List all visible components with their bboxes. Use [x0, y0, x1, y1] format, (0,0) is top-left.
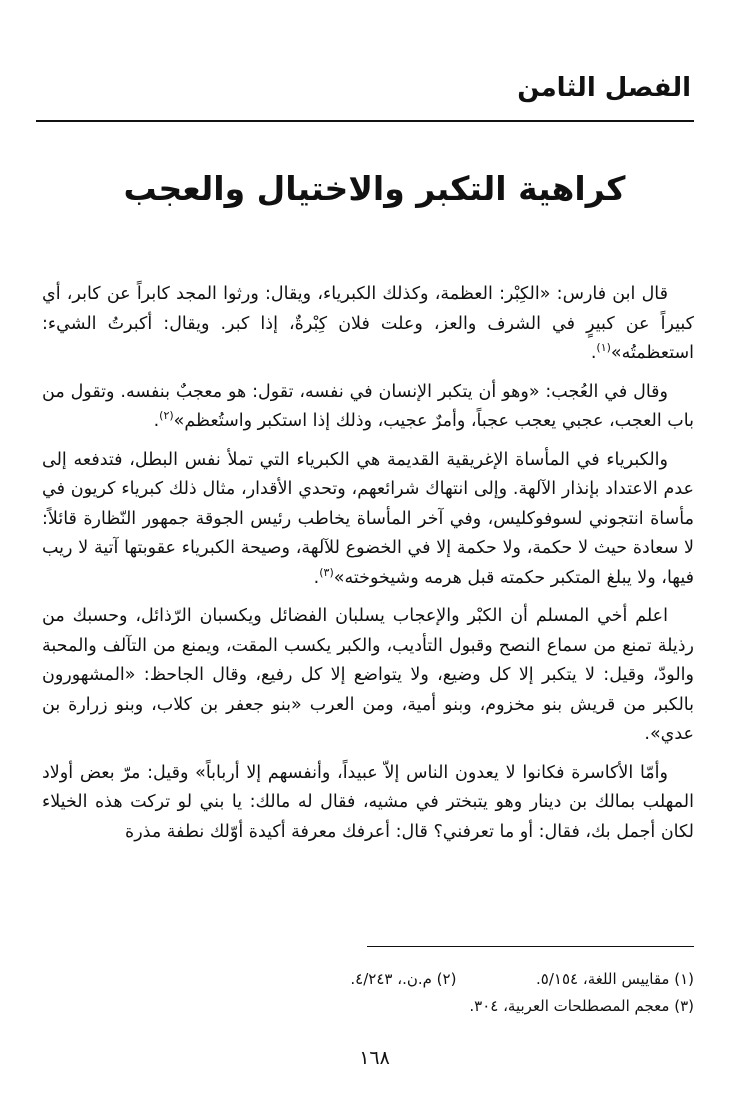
paragraph: قال ابن فارس: «الكِبْر: العظمة، وكذلك الكبرياء، ويقال: ورثوا المجد كابراً عن كابر، أي كبيراً عن كبيرٍ في الشرف والعز، وعلت فلان كِبْرةٌ، إذا كبر. ويقال: أكبرتُ الشيء: استعظمتُه»$^{(١)}$. [42, 284, 694, 363]
paragraph-text: قال ابن فارس: «الكِبْر: العظمة، وكذلك الكبرياء، ويقال: ورثوا المجد كابراً عن كابر، أي كبيراً عن كبيرٍ في الشرف والعز، وعلت فلان كِبْرةٌ، إذا كبر. ويقال: أكبرتُ الشيء: استعظمتُه» [42, 284, 694, 363]
chapter-divider [36, 120, 694, 122]
paragraph: والكبرياء في المأساة الإغريقية القديمة هي الكبرياء التي تملأ نفس البطل، فتدفعه إلى عدم الاعتداد بإنذار الآلهة. وإلى انتهاك شرائعهم، وتحدي الأقدار، مثال ذلك كبرياء كريون في مأساة انتجوني لسوفوكليس، وفي آخر المأساة يخاطب رئيس الجوقة جمهور النّظارة قائلاً: لا سعادة حيث لا حكمة، ولا حكمة إلا في الخضوع للآلهة، وصيحة الكبرياء عقوبتها آتية لا ريب فيها، ولا يبلغ المتكبر حكمته قبل هرمه وشيخوخته»$^{(٣)}$. [42, 449, 694, 588]
paragraph [42, 602, 694, 750]
footnote-ref: (٢) [159, 409, 174, 423]
footnote-row [42, 966, 694, 993]
page-number: ١٦٨ [359, 1047, 390, 1069]
paragraph-text: وأمّا الأكاسرة فكانوا لا يعدون الناس إلاّ عبيداً، وأنفسهم إلا أرباباً» وقيل: مرّ بعض أولاد المهلب بمالك بن دينار وهو يتبختر في مشيه، فقال له مالك: يا بني لو تركت هذه الخيلاء لكان أجمل بك، فقال: أو ما تعرفني؟ قال: أعرفك معرفة أكيدة أوّلك نطفة مذرة [42, 762, 694, 842]
footnotes [42, 966, 694, 1020]
footnote-row [42, 993, 694, 1020]
footnote-2: (٢) م.ن.، ٤/٢٤٣. [350, 970, 457, 988]
footnote-divider [367, 946, 694, 947]
paragraph: وقال في العُجب: «وهو أن يتكبر الإنسان في نفسه، تقول: هو معجبٌ بنفسه. وتقول من باب العجب، عجبي يعجب عجباً، وأمرٌ عجيب، وذلك إذا استكبر واستُعظم»$^{(٢)}$. [42, 381, 694, 431]
chapter-label: الفصل الثامن [517, 73, 691, 103]
paragraph-text: اعلم أخي المسلم أن الكبْر والإعجاب يسلبان الفضائل ويكسبان الرّذائل، وحسبك من رذيلة تمنع من سماع النصح وقبول التأديب، والكبر يكسب المقت، ويمنع من التآلف والمحبة والودّ، وقيل: لا يتكبر إلا كل وضيع، ولا يتواضع إلا كل رفيع، وقال الجاحظ: «المشهورون بالكبر من قريش بنو مخزوم، وبنو أمية، ومن العرب «بنو جعفر بن كلاب، وبنو زرارة بن عدي». [42, 606, 694, 744]
paragraph-text: وقال في العُجب: «وهو أن يتكبر الإنسان في نفسه، تقول: هو معجبٌ بنفسه. وتقول من باب العجب، عجبي يعجب عجباً، وأمرٌ عجيب، وذلك إذا استكبر واستُعظم» [42, 381, 694, 431]
paragraph [42, 759, 694, 848]
footnote-ref: (٣) [319, 565, 334, 579]
footnote-ref: (١) [596, 341, 611, 355]
footnote-1: (١) مقاييس اللغة، ٥/١٥٤. [536, 970, 694, 988]
chapter-title: كراهية التكبر والاختيال والعجب [123, 169, 626, 208]
footnote-3: (٣) معجم المصطلحات العربية، ٣٠٤. [469, 997, 694, 1015]
paragraph-text: والكبرياء في المأساة الإغريقية القديمة هي الكبرياء التي تملأ نفس البطل، فتدفعه إلى عدم الاعتداد بإنذار الآلهة. وإلى انتهاك شرائعهم، وتحدي الأقدار، مثال ذلك كبرياء كريون في مأساة انتجوني لسوفوكليس، وفي آخر المأساة يخاطب رئيس الجوقة جمهور النّظارة قائلاً: لا سعادة حيث لا حكمة، ولا حكمة إلا في الخضوع للآلهة، وصيحة الكبرياء عقوبتها آتية لا ريب فيها، ولا يبلغ المتكبر حكمته قبل هرمه وشيخوخته» [42, 449, 694, 588]
body-text [42, 280, 694, 856]
